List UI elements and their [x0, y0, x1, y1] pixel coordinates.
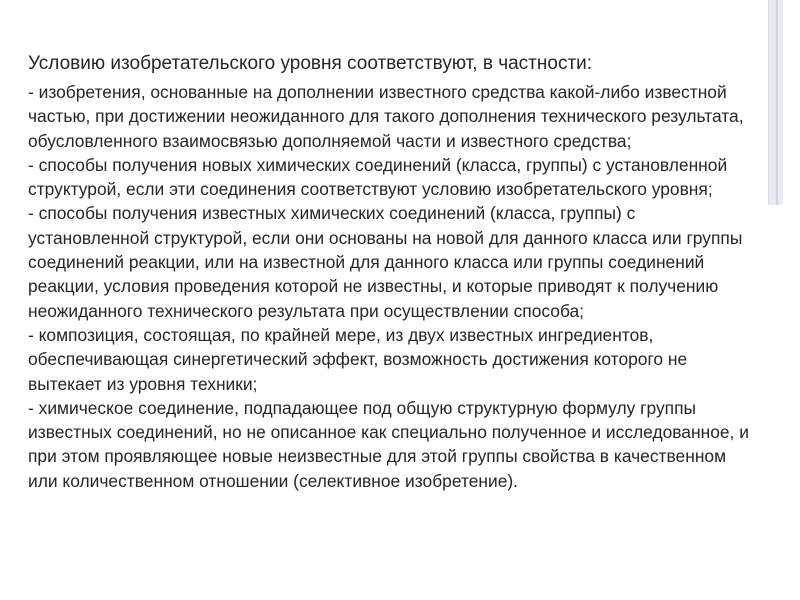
list-item-additions: - изобретения, основанные на дополнении известного средства какой-либо известной частью, при достижении неожиданного для такого дополнения технического результата, обусловленного взаимосвязью дополняемой части и известного средства; — [28, 82, 744, 151]
decorative-accent-line — [776, 0, 778, 205]
slide-body — [28, 51, 758, 493]
slide-heading: Условию изобретательского уровня соответствуют, в частности: — [28, 53, 593, 74]
list-item-selective-invention: - химическое соединение, подпадающее под общую структурную формулу группы известных соединений, но не описанное как специально полученное и исследованное, и при этом проявляющее новые неизвестные для этой группы свойства в качественном или количественном отношении (селективное изобретение). — [28, 397, 749, 491]
list-item-new-compounds-methods: - способы получения новых химических соединений (класса, группы) с установленной структурой, если эти соединения соответствуют условию изобретательского уровня; — [28, 154, 728, 200]
list-item-known-compounds-methods: - способы получения известных химических соединений (класса, группы) с установленной структурой, если они основаны на новой для данного класса или группы соединений реакции, или на известной для данного класса или группы соединений реакции, условия проведения которой не известны, и которые приводят к получению неожиданного технического результата при осуществлении способа; — [28, 203, 743, 321]
list-item-composition: - композиция, состоящая, по крайней мере, из двух известных ингредиентов, обеспечивающая синергетический эффект, возможность достижения которого не вытекает из уровня техники; — [28, 324, 688, 394]
